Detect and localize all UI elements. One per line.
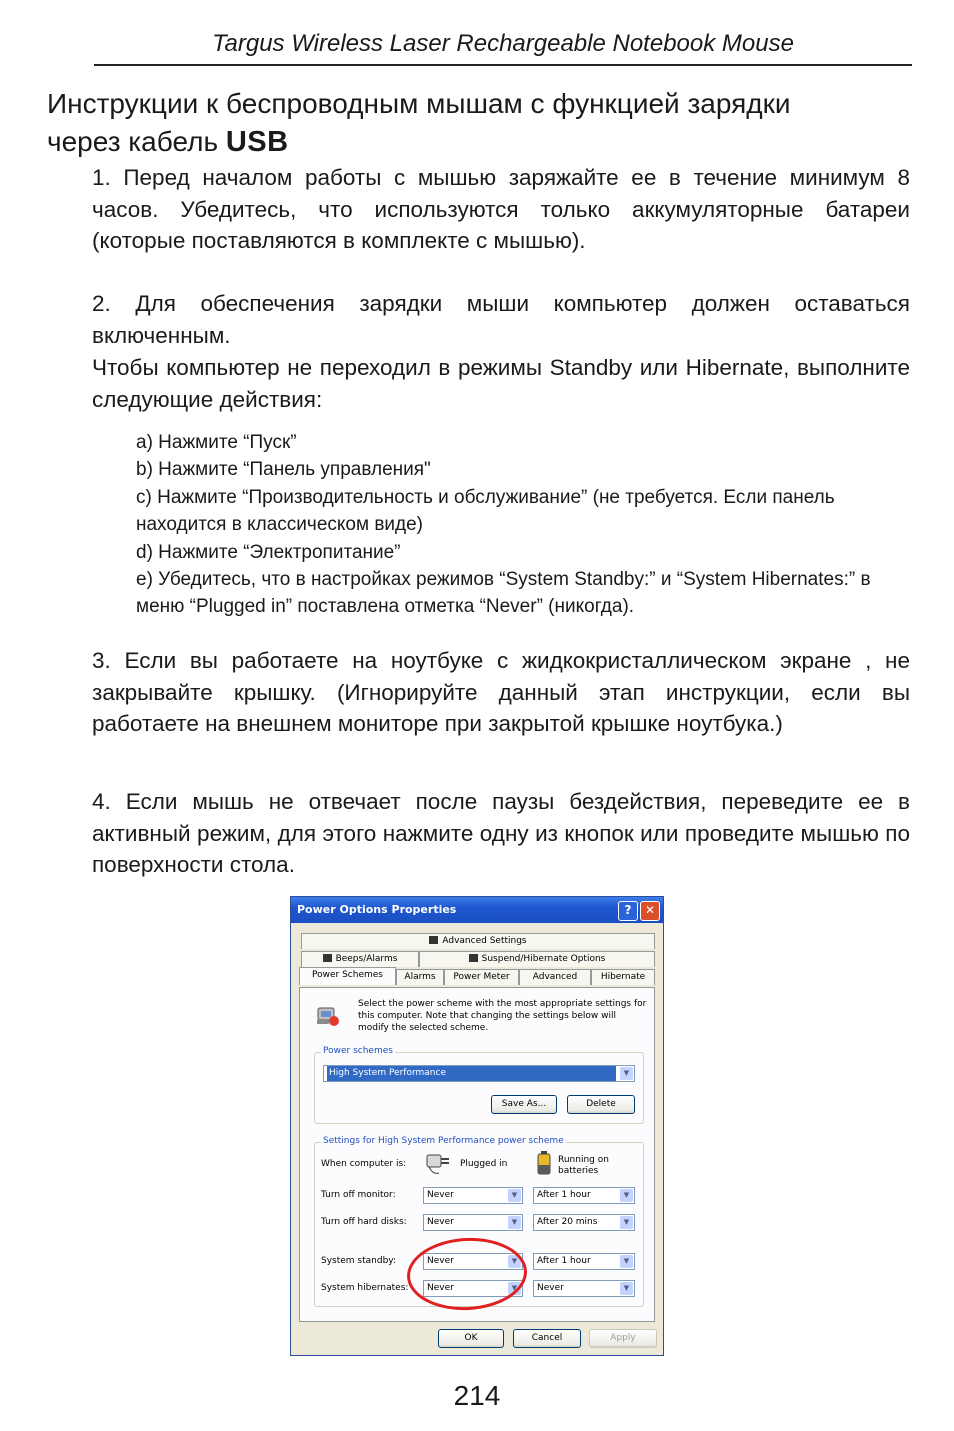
delete-button[interactable]: Delete: [567, 1095, 635, 1114]
dialog-title-bar: [291, 897, 663, 923]
hibernate-battery-value: Never: [537, 1283, 564, 1293]
dialog-title: Power Options Properties: [297, 903, 457, 916]
page-title: [47, 85, 907, 161]
page-number: 214: [453, 1380, 501, 1411]
tab-label: Beeps/Alarms: [335, 954, 398, 964]
tab-hibernate[interactable]: Hibernate: [591, 969, 655, 985]
chevron-down-icon[interactable]: ▼: [508, 1255, 521, 1268]
hibernate-battery-select[interactable]: [533, 1280, 635, 1297]
step-2-note: Чтобы компьютер не переходил в режимы Standby или Hibernate, выполните следующие действия:: [92, 355, 910, 412]
chevron-down-icon[interactable]: ▼: [620, 1255, 633, 1268]
step-3: 3. Если вы работаете на ноутбуке с жидкокристаллическом экране , не закрывайте крышку. (Игнорируйте данный этап инструкции, если вы работаете на внешнем мониторе при закрытой крышке ноутбука.): [92, 648, 910, 736]
ok-button[interactable]: OK: [438, 1329, 504, 1348]
tab-advanced-settings[interactable]: [301, 933, 655, 949]
disks-plugged-value: Never: [427, 1217, 454, 1227]
standby-battery-value: After 1 hour: [537, 1256, 591, 1266]
running-header: Targus Wireless Laser Rechargeable Notebook Mouse: [212, 30, 794, 57]
standby-plugged-value: Never: [427, 1256, 454, 1266]
step-1: 1. Перед началом работы с мышью заряжайте ее в течение минимум 8 часов. Убедитесь, что используются только аккумуляторные батареи (которые поставляются в комплекте с мышью).: [92, 165, 910, 253]
power-scheme-icon: [314, 1002, 340, 1028]
chevron-down-icon[interactable]: ▼: [620, 1189, 633, 1202]
substeps-list: [136, 429, 896, 621]
monitor-icon: [323, 954, 332, 962]
power-schemes-label: Power schemes: [323, 1046, 393, 1056]
tab-beeps-alarms[interactable]: [301, 951, 419, 967]
chevron-down-icon[interactable]: ▼: [508, 1189, 521, 1202]
power-scheme-select[interactable]: [323, 1065, 635, 1082]
chevron-down-icon[interactable]: ▼: [620, 1282, 633, 1295]
power-schemes-group: [314, 1046, 644, 1124]
monitor-icon: [469, 954, 478, 962]
plug-icon: [425, 1151, 453, 1175]
turn-off-disks-label: Turn off hard disks:: [321, 1217, 407, 1227]
when-computer-label: When computer is:: [321, 1159, 407, 1169]
monitor-plugged-select[interactable]: [423, 1187, 523, 1204]
title-line-1: Инструкции к беспроводным мышам с функцией зарядки: [47, 88, 791, 119]
system-hibernates-label: System hibernates:: [321, 1283, 409, 1293]
close-button[interactable]: ✕: [640, 901, 660, 921]
tab-row-3: [299, 969, 655, 985]
save-as-button[interactable]: Save As...: [491, 1095, 557, 1114]
tab-alarms[interactable]: Alarms: [396, 969, 444, 985]
plugged-in-label: Plugged in: [460, 1159, 508, 1169]
scheme-settings-label: Settings for High System Performance power scheme: [323, 1136, 564, 1146]
help-button[interactable]: ?: [618, 901, 638, 921]
chevron-down-icon[interactable]: ▼: [620, 1216, 633, 1229]
title-line-2-text: через кабель: [47, 126, 219, 157]
tab-suspend-hibernate[interactable]: [419, 951, 655, 967]
battery-icon: [537, 1151, 551, 1175]
title-usb: USB: [225, 126, 289, 158]
disks-plugged-select[interactable]: [423, 1214, 523, 1231]
disks-battery-select[interactable]: [533, 1214, 635, 1231]
power-scheme-value: High System Performance: [327, 1066, 616, 1081]
header-rule: [94, 64, 912, 66]
substep-c: c) Нажмите “Производительность и обслуживание” (не требуется. Если панель находится в классическом виде): [136, 486, 835, 536]
monitor-icon: [429, 936, 438, 944]
substep-d: d) Нажмите “Электропитание”: [136, 541, 401, 563]
chevron-down-icon[interactable]: ▼: [508, 1282, 521, 1295]
turn-off-monitor-label: Turn off monitor:: [321, 1190, 396, 1200]
substep-b: b) Нажмите “Панель управления": [136, 459, 431, 481]
substep-e: e) Убедитесь, что в настройках режимов “System Standby:” и “System Hibernates:” в меню “Plugged in” поставлена отметка “Never” (никогда).: [136, 569, 871, 618]
standby-battery-select[interactable]: [533, 1253, 635, 1270]
substep-a: a) Нажмите “Пуск”: [136, 432, 297, 453]
tab-advanced[interactable]: Advanced: [519, 969, 591, 985]
tab-row-2: [301, 951, 655, 967]
tab-label: Suspend/Hibernate Options: [481, 954, 606, 964]
hibernate-plugged-value: Never: [427, 1283, 454, 1293]
chevron-down-icon[interactable]: ▼: [508, 1216, 521, 1229]
intro-text: Select the power scheme with the most appropriate settings for this computer. Note that changing the settings below will modify the selected scheme.: [358, 999, 647, 1033]
tab-power-schemes[interactable]: Power Schemes: [299, 967, 396, 985]
apply-button[interactable]: Apply: [589, 1329, 657, 1348]
running-on-batteries-label: Running on batteries: [558, 1155, 609, 1176]
title-line-2: [47, 123, 907, 161]
monitor-battery-value: After 1 hour: [537, 1190, 591, 1200]
chevron-down-icon[interactable]: ▼: [620, 1067, 633, 1080]
step-2: 2. Для обеспечения зарядки мыши компьютер должен оставаться включенным.: [92, 291, 910, 348]
monitor-plugged-value: Never: [427, 1190, 454, 1200]
system-standby-label: System standby:: [321, 1256, 396, 1266]
disks-battery-value: After 20 mins: [537, 1217, 598, 1227]
tab-power-meter[interactable]: Power Meter: [444, 969, 519, 985]
tab-label: Advanced Settings: [442, 936, 527, 946]
step-4: 4. Если мышь не отвечает после паузы бездействия, переведите ее в активный режим, для этого нажмите одну из кнопок или проведите мышью по поверхности стола.: [92, 789, 910, 877]
cancel-button[interactable]: Cancel: [513, 1329, 581, 1348]
monitor-battery-select[interactable]: [533, 1187, 635, 1204]
tab-row-1: [301, 933, 655, 949]
